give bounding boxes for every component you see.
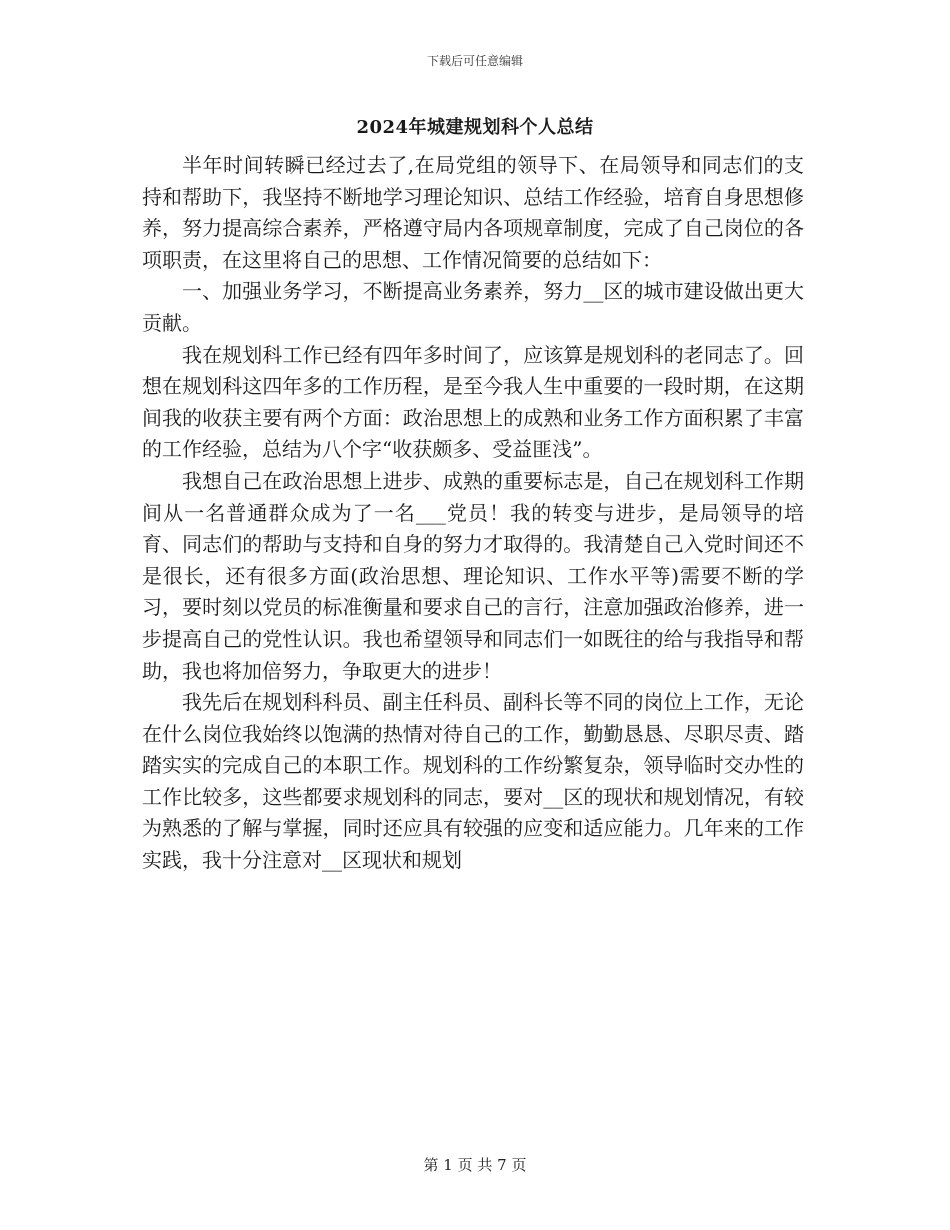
- document-body: [142, 150, 804, 877]
- document-title: 2024年城建规划科个人总结: [356, 117, 594, 138]
- page-header-note: 下载后可任意编辑: [426, 54, 523, 68]
- paragraph-political-growth: 我想自己在政治思想上进步、成熟的重要标志是，自己在规划科工作期间从一名普通群众成为了一名___党员！我的转变与进步，是局领导的培育、同志们的帮助与支持和自身的努力才取得的。我清楚自己入党时间还不是很长，还有很多方面(政治思想、理论知识、工作水平等)需要不断的学习，要时刻以党员的标准衡量和要求自己的言行，注意加强政治修养，进一步提高自己的党性认识。我也希望领导和同志们一如既往的给与我指导和帮助，我也将加倍努力，争取更大的进步！: [142, 468, 804, 683]
- paragraph-intro: 半年时间转瞬已经过去了,在局党组的领导下、在局领导和同志们的支持和帮助下，我坚持不断地学习理论知识、总结工作经验，培育自身思想修养，努力提高综合素养，严格遵守局内各项规章制度，完成了自己岗位的各项职责，在这里将自己的思想、工作情况简要的总结如下：: [142, 153, 804, 272]
- paragraph-section-heading: 一、加强业务学习，不断提高业务素养，努力__区的城市建设做出更大贡献。: [142, 279, 804, 335]
- paragraph-job-positions: 我先后在规划科科员、副主任科员、副科长等不同的岗位上工作，无论在什么岗位我始终以饱满的热情对待自己的工作，勤勤恳恳、尽职尽责、踏踏实实的完成自己的本职工作。规划科的工作纷繁复杂，领导临时交办性的工作比较多，这些都要求规划科的同志，要对__区的现状和规划情况，有较为熟悉的了解与掌握，同时还应具有较强的应变和适应能力。几年来的工作实践，我十分注意对__区现状和规划: [142, 690, 804, 873]
- paragraph-work-history: 我在规划科工作已经有四年多时间了，应该算是规划科的老同志了。回想在规划科这四年多的工作历程，是至今我人生中重要的一段时期，在这期间我的收获主要有两个方面：政治思想上的成熟和业务工作方面积累了丰富的工作经验，总结为八个字“收获颇多、受益匪浅”。: [142, 342, 804, 462]
- page-number: 第 1 页 共 7 页: [423, 1156, 527, 1174]
